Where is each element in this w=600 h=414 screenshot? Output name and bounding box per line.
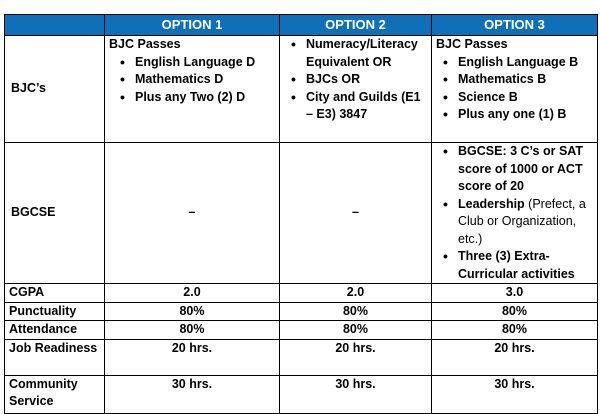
cell-punctuality-option-1: 80% [105, 302, 280, 321]
header-option-2: OPTION 2 [280, 15, 432, 36]
list-item: • BJCs OR [306, 71, 427, 89]
requirements-table-wrapper [4, 14, 598, 414]
list-item: • Science B [458, 89, 593, 107]
row-job-readiness [5, 339, 598, 375]
bjc-option-1-list [109, 54, 275, 107]
list-item: • English Language B [458, 54, 593, 72]
list-item: • Mathematics B [458, 71, 593, 89]
row-label-community-service: Community Service [5, 375, 105, 413]
bjc-option-1-intro: BJC Passes [109, 37, 181, 51]
header-row [5, 15, 598, 36]
row-label-job-readiness: Job Readiness [5, 339, 105, 375]
cell-punctuality-option-3: 80% [432, 302, 598, 321]
header-option-3: OPTION 3 [432, 15, 598, 36]
cell-punctuality-option-2: 80% [280, 302, 432, 321]
header-option-1: OPTION 1 [105, 15, 280, 36]
leadership-detail: (Prefect, a Club or Organization, etc.) [458, 196, 586, 246]
bgcse-option-3-list [436, 143, 593, 283]
row-label-punctuality: Punctuality [5, 302, 105, 321]
cell-community-option-2: 30 hrs. [280, 375, 432, 413]
row-punctuality [5, 302, 598, 321]
list-item: • Mathematics D [135, 71, 275, 89]
bjc-option-3-list [436, 54, 593, 124]
list-item: • Plus any one (1) B [458, 106, 593, 124]
row-bgcse [5, 143, 598, 284]
cell-cgpa-option-3: 3.0 [432, 284, 598, 303]
list-item: • English Language D [135, 54, 275, 72]
bjc-option-3-intro: BJC Passes [436, 37, 508, 51]
row-label-cgpa: CGPA [5, 284, 105, 303]
row-label-attendance: Attendance [5, 321, 105, 340]
row-label-bjc: BJC’s [5, 36, 105, 143]
requirements-table [4, 14, 598, 414]
cell-bgcse-option-3 [432, 143, 598, 284]
cell-attendance-option-3: 80% [432, 321, 598, 340]
cell-community-option-1: 30 hrs. [105, 375, 280, 413]
cell-bgcse-option-2: – [280, 143, 432, 284]
leadership-label: Leadership [458, 196, 525, 211]
cell-cgpa-option-1: 2.0 [105, 284, 280, 303]
header-blank-cell [5, 15, 105, 36]
list-item: • City and Guilds (E1 – E3) 3847 [306, 89, 427, 124]
list-item: • Plus any Two (2) D [135, 89, 275, 107]
cell-cgpa-option-2: 2.0 [280, 284, 432, 303]
row-attendance [5, 321, 598, 340]
cell-bjc-option-2 [280, 36, 432, 143]
cell-bjc-option-1 [105, 36, 280, 143]
row-community-service [5, 375, 598, 413]
cell-community-option-3: 30 hrs. [432, 375, 598, 413]
row-label-bgcse: BGCSE [5, 143, 105, 284]
cell-job-option-1: 20 hrs. [105, 339, 280, 375]
list-item: • Numeracy/Literacy Equivalent OR [306, 36, 427, 71]
row-bjc [5, 36, 598, 143]
list-item: • Three (3) Extra-Curricular activities [458, 248, 593, 283]
cell-attendance-option-2: 80% [280, 321, 432, 340]
cell-bgcse-option-1: – [105, 143, 280, 284]
cell-bjc-option-3 [432, 36, 598, 143]
cell-job-option-2: 20 hrs. [280, 339, 432, 375]
bjc-option-2-list [284, 36, 427, 124]
list-item: • BGCSE: 3 C’s or SAT score of 1000 or ACT score of 20 [458, 143, 593, 196]
list-item [458, 196, 593, 249]
row-cgpa [5, 284, 598, 303]
cell-attendance-option-1: 80% [105, 321, 280, 340]
cell-job-option-3: 20 hrs. [432, 339, 598, 375]
